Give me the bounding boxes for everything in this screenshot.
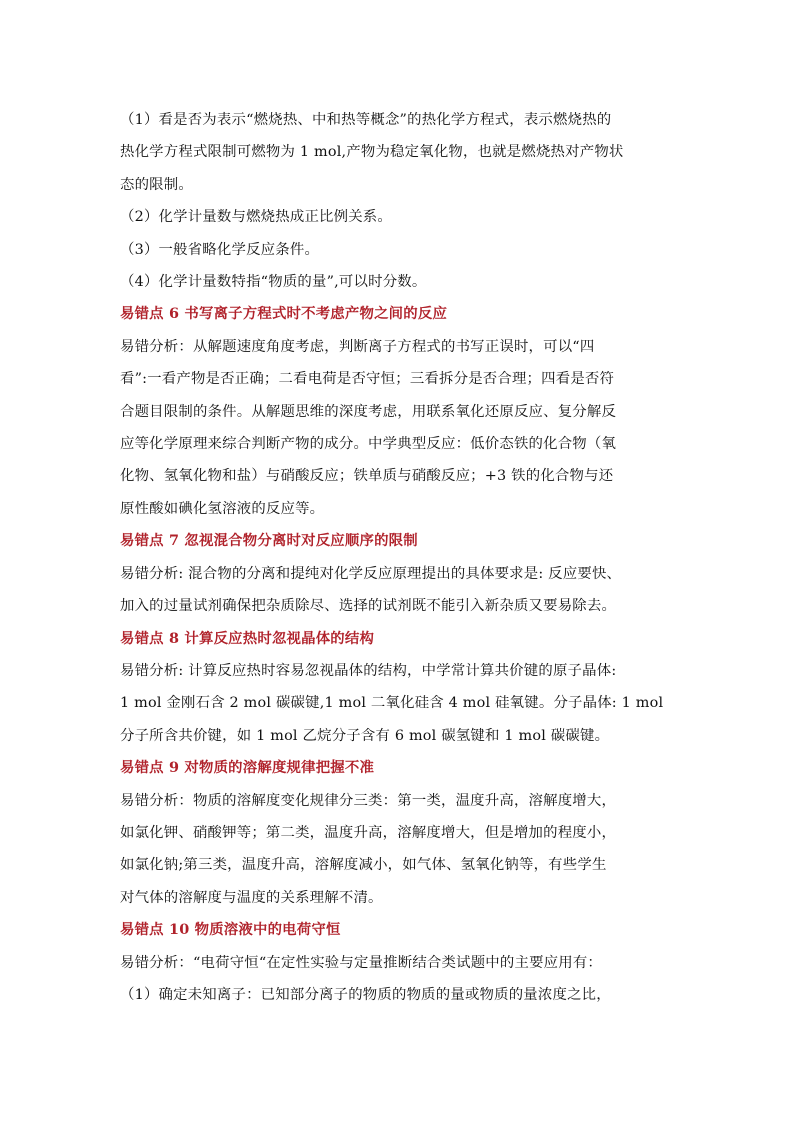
- body-text-line: 易错分析: 计算反应热时容易忽视晶体的结构，中学常计算共价键的原子晶体:: [120, 662, 617, 679]
- body-text-line: （1）确定未知离子：已知部分离子的物质的物质的量或物质的量浓度之比，: [120, 986, 611, 1003]
- section-heading: 易错点 8 计算反应热时忽视晶体的结构: [120, 629, 375, 647]
- body-text-line: （2）化学计量数与燃烧热成正比例关系。: [120, 209, 392, 226]
- body-text-line: 1 mol 金刚石含 2 mol 碳碳键,1 mol 二氧化硅含 4 mol 硅氧键。分子晶体: 1 mol: [120, 695, 664, 712]
- body-text-line: （1）看是否为表示“燃烧热、中和热等概念”的热化学方程式，表示燃烧热的: [120, 112, 612, 128]
- body-text-line: 易错分析: 混合物的分离和提纯对化学反应原理提出的具体要求是: 反应要快、: [120, 565, 622, 582]
- body-text-line: （4）化学计量数特指“物质的量”,可以时分数。: [120, 274, 427, 291]
- section-heading: 易错点 10 物质溶液中的电荷守恒: [120, 921, 341, 939]
- body-text-line: 如氯化钠;第三类，温度升高，溶解度减小，如气体、氢氧化钠等，有些学生: [120, 857, 607, 874]
- body-text-line: 看”:一看产物是否正确；二看电荷是否守恒；三看拆分是否合理；四看是否符: [120, 371, 615, 388]
- body-text-line: 如氯化钾、硝酸钾等；第二类，温度升高，溶解度增大，但是增加的程度小，: [120, 824, 617, 841]
- body-text-line: 原性酸如碘化氢溶液的反应等。: [120, 500, 325, 517]
- body-text-line: 加入的过量试剂确保把杂质除尽、选择的试剂既不能引入新杂质又要易除去。: [120, 598, 617, 615]
- body-text-line: 热化学方程式限制可燃物为 1 mol,产物为稳定氧化物，也就是燃烧热对产物状: [120, 144, 624, 161]
- body-text-line: （3）一般省略化学反应条件。: [120, 241, 320, 258]
- section-heading: 易错点 6 书写离子方程式时不考虑产物之间的反应: [120, 305, 448, 323]
- body-text-line: 易错分析：物质的溶解度变化规律分三类：第一类，温度升高，溶解度增大，: [120, 792, 617, 809]
- body-text-line: 分子所含共价键，如 1 mol 乙烷分子含有 6 mol 碳氢键和 1 mol 碳碳键。: [120, 727, 610, 744]
- body-text-line: 态的限制。: [120, 176, 193, 193]
- body-text-line: 易错分析：“电荷守恒“在定性实验与定量推断结合类试题中的主要应用有：: [120, 954, 603, 971]
- body-text-line: 化物、氢氧化物和盐）与硝酸反应；铁单质与硝酸反应；+3 铁的化合物与还: [120, 468, 614, 485]
- body-text-line: 易错分析：从解题速度角度考虑，判断离子方程式的书写正误时，可以“四: [120, 338, 595, 355]
- body-text-line: 合题目限制的条件。从解题思维的深度考虑，用联系氧化还原反应、复分解反: [120, 403, 617, 420]
- document-body: [120, 104, 680, 1011]
- section-heading: 易错点 7 忽视混合物分离时对反应顺序的限制: [120, 532, 418, 550]
- body-text-line: 应等化学原理来综合判断产物的成分。中学典型反应：低价态铁的化合物（氧: [120, 436, 617, 453]
- body-text-line: 对气体的溶解度与温度的关系理解不清。: [120, 889, 383, 906]
- section-heading: 易错点 9 对物质的溶解度规律把握不准: [120, 759, 375, 777]
